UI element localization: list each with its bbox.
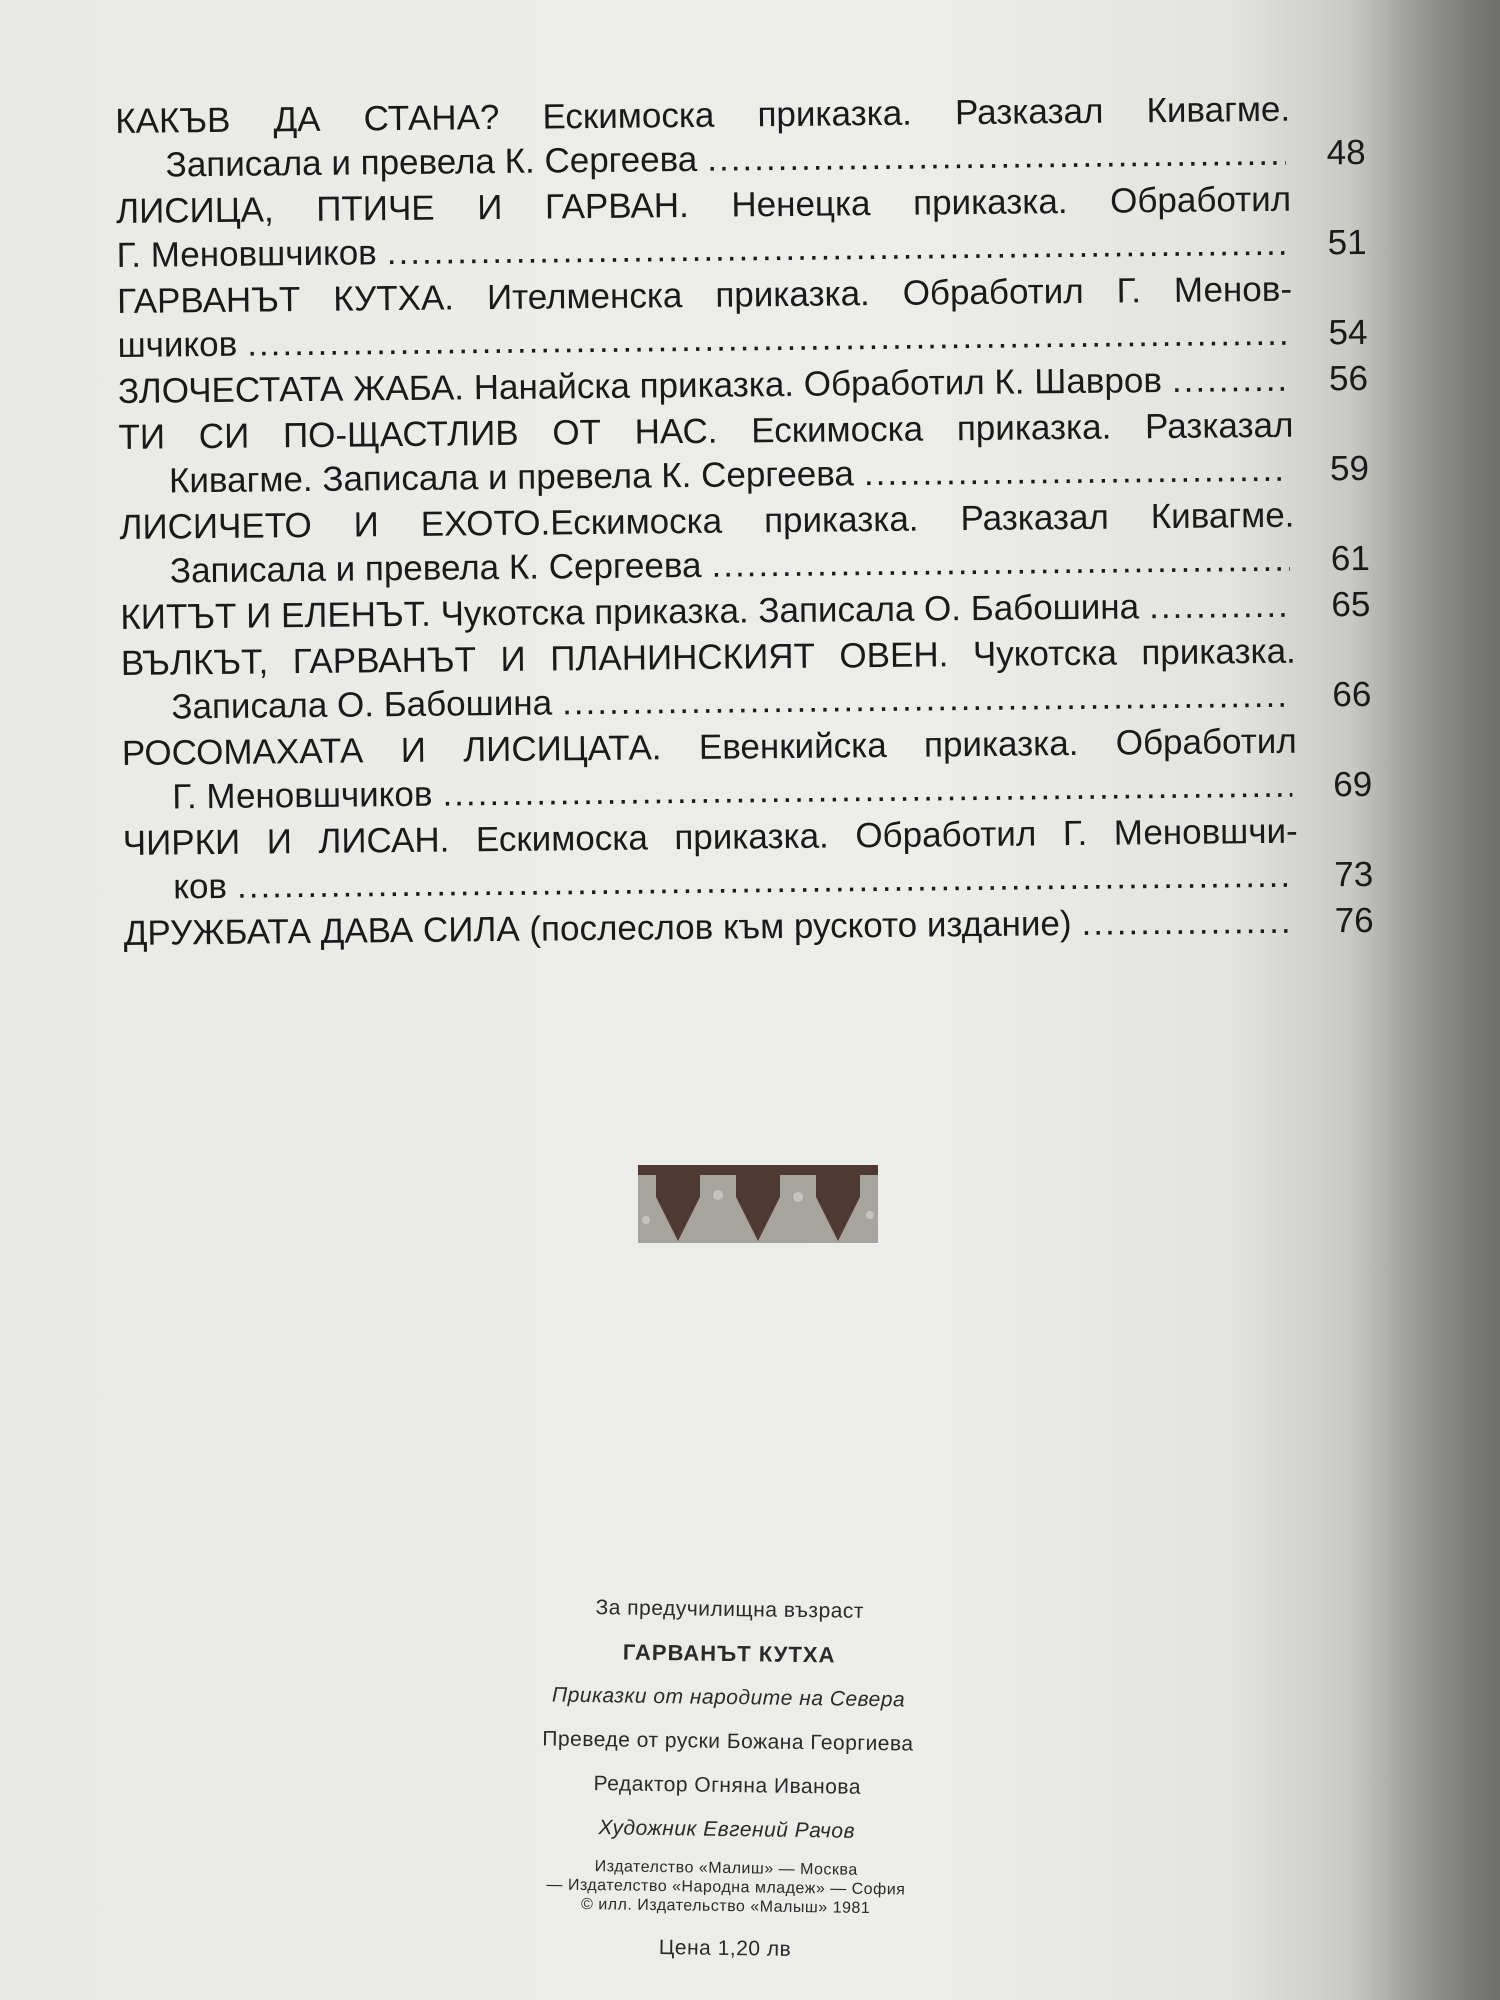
toc-entry [117, 267, 1368, 368]
toc-word: Г. [1062, 813, 1088, 854]
publisher-line-1: Издателство «Малиш» — Москва [594, 1858, 858, 1879]
toc-word: Обработил [1115, 721, 1297, 763]
toc-word: ДА [273, 99, 321, 140]
toc-word: приказка. [674, 816, 829, 858]
dot-leader [387, 222, 1287, 275]
toc-word: И [477, 187, 503, 228]
dot-leader [1081, 900, 1294, 946]
toc-word: приказка. [757, 93, 913, 135]
toc-page-number: 69 [1333, 764, 1373, 805]
ornament-dot [866, 1211, 874, 1219]
toc-word: СИ [198, 416, 250, 457]
toc-word: Ителменска [486, 276, 683, 318]
toc-word: КУТХА. [333, 278, 455, 319]
toc-word: приказка. [763, 499, 919, 541]
toc-word: ЕХОТО.Ескимоска [420, 501, 723, 544]
toc-word: ВЪЛКЪТ, [120, 642, 269, 683]
toc-word: Ескимоска [751, 409, 924, 451]
toc-word: И [266, 822, 293, 862]
dot-leader [1172, 358, 1289, 403]
toc-word: ЛИСИЦАТА. [462, 728, 662, 770]
toc-page-number: 59 [1329, 448, 1370, 489]
toc-word: Разказал [954, 91, 1104, 133]
toc-word: ЛИСИЦА, [115, 190, 274, 231]
toc-word: приказка. [923, 723, 1079, 765]
toc-word: Обработил [902, 271, 1084, 313]
book-subtitle: Приказки от народите на Севера [551, 1683, 906, 1712]
toc-page-number: 56 [1328, 358, 1369, 399]
dot-leader [562, 674, 1292, 726]
dot-leader [442, 764, 1292, 817]
toc-page-number: 61 [1330, 538, 1371, 579]
dot-leader [864, 448, 1289, 496]
book-title: ГАРВАНЪТ КУТХА [622, 1639, 836, 1668]
toc-word: И [400, 730, 427, 771]
toc-entry-continuation: Записала и превела К. Сергеева [169, 545, 702, 591]
toc-word: Меновшчи- [1113, 811, 1298, 853]
toc-word: Менов- [1173, 269, 1293, 310]
dot-leader [707, 132, 1286, 182]
toc-word: Кивагме. [1146, 89, 1291, 131]
toc-word: КАКЪВ [115, 100, 231, 141]
copyright-line: © илл. Издательство «Малыш» 1981 [580, 1895, 871, 1917]
toc-entry [122, 719, 1373, 820]
toc-entry-continuation: шчиков [117, 324, 238, 365]
toc-page-number: 51 [1327, 222, 1367, 263]
toc-page-number: 76 [1334, 900, 1374, 941]
toc-entry-title: КИТЪТ И ЕЛЕНЪТ. Чукотска приказка. Записала О. Бабошина [120, 587, 1140, 637]
toc-word: Ескимоска [542, 95, 715, 137]
toc-word: Евенкийска [698, 725, 887, 767]
age-note: За предучилищна възраст [595, 1596, 865, 1623]
toc-word: СТАНА? [363, 97, 500, 139]
toc-word: ПТИЧЕ [316, 188, 435, 229]
toc-page-number: 48 [1326, 132, 1366, 173]
toc-entry [123, 809, 1374, 910]
imprint-block [445, 1591, 1010, 1982]
toc-word: И [353, 505, 380, 545]
ornament-dot [713, 1190, 723, 1200]
toc-entry-title: ЗЛОЧЕСТАТА ЖАБА. Нанайска приказка. Обработил К. Шавров [117, 361, 1163, 411]
toc-word: Ненецка [731, 184, 871, 225]
toc-page-number: 73 [1334, 854, 1374, 895]
toc-entry [118, 403, 1369, 504]
dot-leader [711, 538, 1290, 588]
toc-word: ГАРВАНЪТ [292, 640, 477, 682]
toc-word: ЛИСАН. [318, 820, 450, 861]
diamond-border-ornament [638, 1165, 878, 1247]
toc-word: НАС. [634, 411, 718, 452]
toc-entry-continuation: Кивагме. Записала и превела К. Сергеева [168, 454, 855, 501]
ornament-dot [793, 1192, 803, 1202]
toc-word: Г. [1116, 271, 1142, 311]
toc-word: ГАРВАН. [544, 185, 690, 227]
artist-credit: Художник Евгений Рачов [598, 1816, 856, 1843]
toc-entry [121, 629, 1372, 730]
toc-word: Разказал [1144, 405, 1294, 447]
toc-entry [115, 87, 1366, 188]
toc-word: Обработил [855, 814, 1037, 856]
toc-entry-continuation: Записала О. Бабошина [171, 683, 553, 727]
toc-word: приказка. [715, 274, 870, 315]
editor-credit: Редактор Огняна Иванова [593, 1772, 862, 1799]
toc-word: И [500, 639, 526, 679]
toc-word: приказка. [912, 182, 1068, 223]
toc-word: Чукотска [972, 633, 1118, 675]
toc-word: ЧИРКИ [122, 822, 241, 863]
table-of-contents [115, 87, 1374, 958]
toc-word: ОТ [552, 412, 602, 453]
toc-entry-title: ДРУЖБАТА ДАВА СИЛА (послеслов към руското издание) [123, 904, 1072, 953]
toc-word: ЛИСИЧЕТО [119, 505, 312, 547]
toc-word: Обработил [1109, 179, 1292, 221]
toc-word: ОВЕН. [839, 635, 949, 676]
toc-entry [116, 177, 1367, 278]
toc-word: Разказал [960, 497, 1110, 539]
toc-entry-continuation: Г. Меновшчиков [116, 233, 377, 275]
toc-entry-continuation: Записала и превела К. Сергеева [165, 139, 698, 185]
toc-word: РОСОМАХАТА [121, 731, 364, 773]
toc-word: приказка. [956, 407, 1112, 449]
toc-page-number: 54 [1328, 312, 1368, 353]
ornament-dot [642, 1216, 650, 1224]
toc-page-number: 66 [1332, 674, 1372, 715]
ornament-top-band [638, 1165, 878, 1175]
toc-word: Кивагме. [1150, 495, 1295, 537]
toc-entry-continuation: Г. Меновшчиков [172, 774, 433, 817]
publisher-line-2: — Издателство «Народна младеж» — София [546, 1876, 906, 1899]
toc-word: ТИ [118, 417, 166, 457]
toc-page-number: 65 [1331, 584, 1371, 625]
toc-word: приказка. [1141, 631, 1296, 673]
toc-word: ПЛАНИНСКИЯТ [550, 636, 816, 679]
toc-entry [119, 493, 1370, 594]
toc-word: ГАРВАНЪТ [116, 280, 301, 321]
toc-word: Ескимоска [475, 818, 649, 860]
price: Цена 1,20 лв [658, 1936, 792, 1961]
toc-word: ПО-ЩАСТЛИВ [282, 413, 519, 456]
translator-credit: Преведе от руски Божана Георгиева [542, 1727, 914, 1756]
toc-entry-continuation: ков [173, 866, 228, 907]
dot-leader [1149, 584, 1291, 629]
